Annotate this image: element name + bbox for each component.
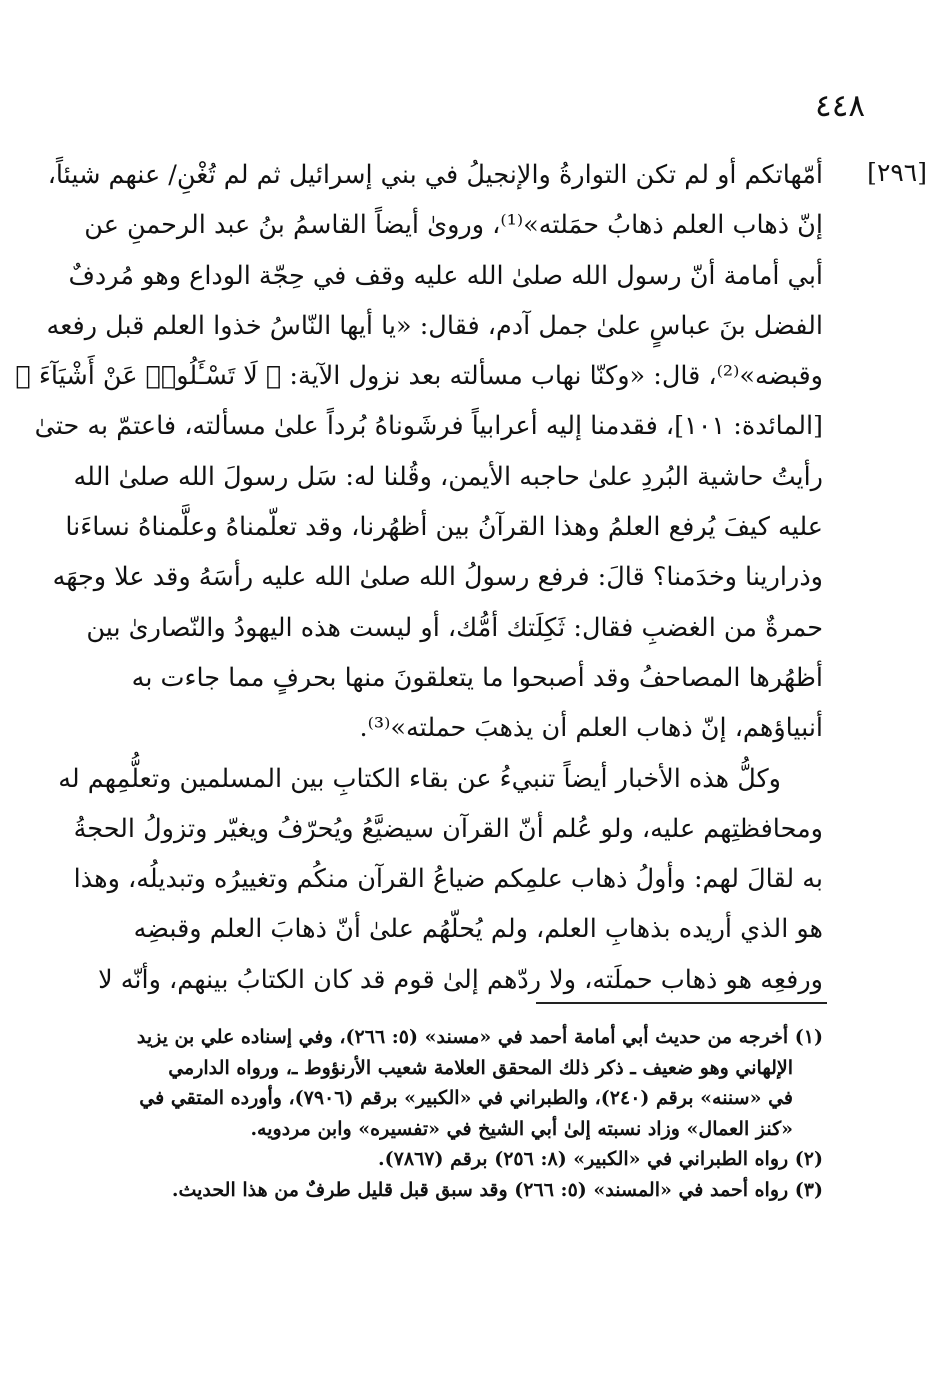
footnote-divider (536, 1002, 827, 1004)
footnote-3: (٣) رواه أحمد في «المسند» (٥: ٢٦٦) وقد سبق قبل قليل طرفٌ من هذا الحديث. (171, 1178, 823, 1201)
paragraph-first-line: وكلُّ هذه الأخبار أيضاً تنبيءُ عن بقاء الكتابِ بين المسلمين وتعلُّمِهم له (58, 763, 781, 794)
text-line: رأيتُ حاشية البُردِ علىٰ حاجبه الأيمن، وقُلنا له: سَل رسولَ الله صلىٰ الله (73, 461, 823, 492)
page-number: ٤٤٨ (815, 88, 865, 124)
footnotes (95, 1022, 823, 1206)
text-line: وقبضه»⁽²⁾، قال: «وكنّا نهاب مسألته بعد نزول الآية: ﴿ لَا تَسْـَٔلُوا۟ عَنْ أَشْيَآءَ ﴾ (15, 361, 823, 392)
text-line: أمّهاتكم أو لم تكن التوارةُ والإنجيلُ في بني إسرائيل ثم لم تُغْنِ/ عنهم شيئاً، (47, 160, 823, 190)
text-line: أنبياؤهم، إنّ ذهاب العلم أن يذهبَ حملته»⁽³⁾. (359, 713, 823, 744)
footnote-1-continuation: «كنز العمال» وزاد نسبته إلىٰ أبي الشيخ في «تفسيره» وابن مردويه. (250, 1117, 793, 1140)
main-text (15, 150, 823, 1005)
text-line: هو الذي أريده بذهابِ العلم، ولم يُحلّهُم علىٰ أنّ ذهابَ العلم وقبضِه (133, 914, 823, 945)
footnote-1-continuation: الإلهاني وهو ضعيف ـ ذكر ذلك المحقق العلامة شعيب الأرنؤوط ـ، ورواه الدارمي (168, 1056, 793, 1079)
text-line: ومحافظتِهم عليه، ولو عُلم أنّ القرآن سيضيَّعُ ويُحرّفُ ويغيّر وتزولُ الحجةُ (73, 813, 823, 844)
text-line: الفضل بنَ عباسٍ علىٰ جمل آدم، فقال: «يا أيها النّاسُ خذوا العلم قبل رفعه (46, 310, 823, 341)
text-line: أبي أمامة أنّ رسول الله صلىٰ الله عليه وقف في حِجّة الوداع وهو مُردفٌ (68, 260, 823, 291)
text-line: عليه كيفَ يُرفع العلمُ وهذا القرآنُ بين أظهُرنا، وقد تعلّمناهُ وعلَّمناهُ نساءَنا (65, 512, 823, 543)
text-line: إنّ ذهاب العلم ذهابُ حمَلته»⁽¹⁾، وروىٰ أيضاً القاسمُ بنُ عبد الرحمنِ عن (84, 210, 823, 241)
footnote-1: (١) أخرجه من حديث أبي أمامة أحمد في «مسند» (٥: ٢٦٦)، وفي إسناده علي بن يزيد (136, 1026, 823, 1048)
footnote-1-continuation: في «سننه» برقم (٢٤٠)، والطبراني في «الكبير» برقم (٧٩٠٦)، وأورده المتقي في (139, 1087, 793, 1110)
text-line: حمرةٌ من الغضبِ فقال: ثَكِلَتك أمُّك، أو ليست هذه اليهودُ والنّصارىٰ بين (86, 612, 823, 643)
text-line: [المائدة: ١٠١]، فقدمنا إليه أعرابياً فرشَوناهُ بُرداً علىٰ مسألته، فاعتمّ به حتىٰ (34, 411, 823, 442)
text-line: ورفعِه هو ذهاب حملَته، ولا ردّهم إلىٰ قوم قد كان الكتابُ بينهم، وأنّه لا (98, 964, 823, 995)
footnote-2: (٢) رواه الطبراني في «الكبير» (٨: ٢٥٦) برقم (٧٨٦٧). (378, 1148, 823, 1171)
manuscript-reference-marker: [٢٩٦] (867, 158, 927, 187)
text-line: أظهُرها المصاحفُ وقد أصبحوا ما يتعلقونَ منها بحرفٍ مما جاءت به (131, 662, 823, 693)
text-line: به لقالَ لهم: وأولُ ذهاب علمِكم ضياعُ القرآن منكُم وتغييرُه وتبديلُه، وهذا (73, 864, 823, 895)
text-line: وذرارينا وخدَمنا؟ قالَ: فرفع رسولُ الله صلىٰ الله عليه رأسَهُ وقد علا وجهَه (52, 562, 823, 593)
